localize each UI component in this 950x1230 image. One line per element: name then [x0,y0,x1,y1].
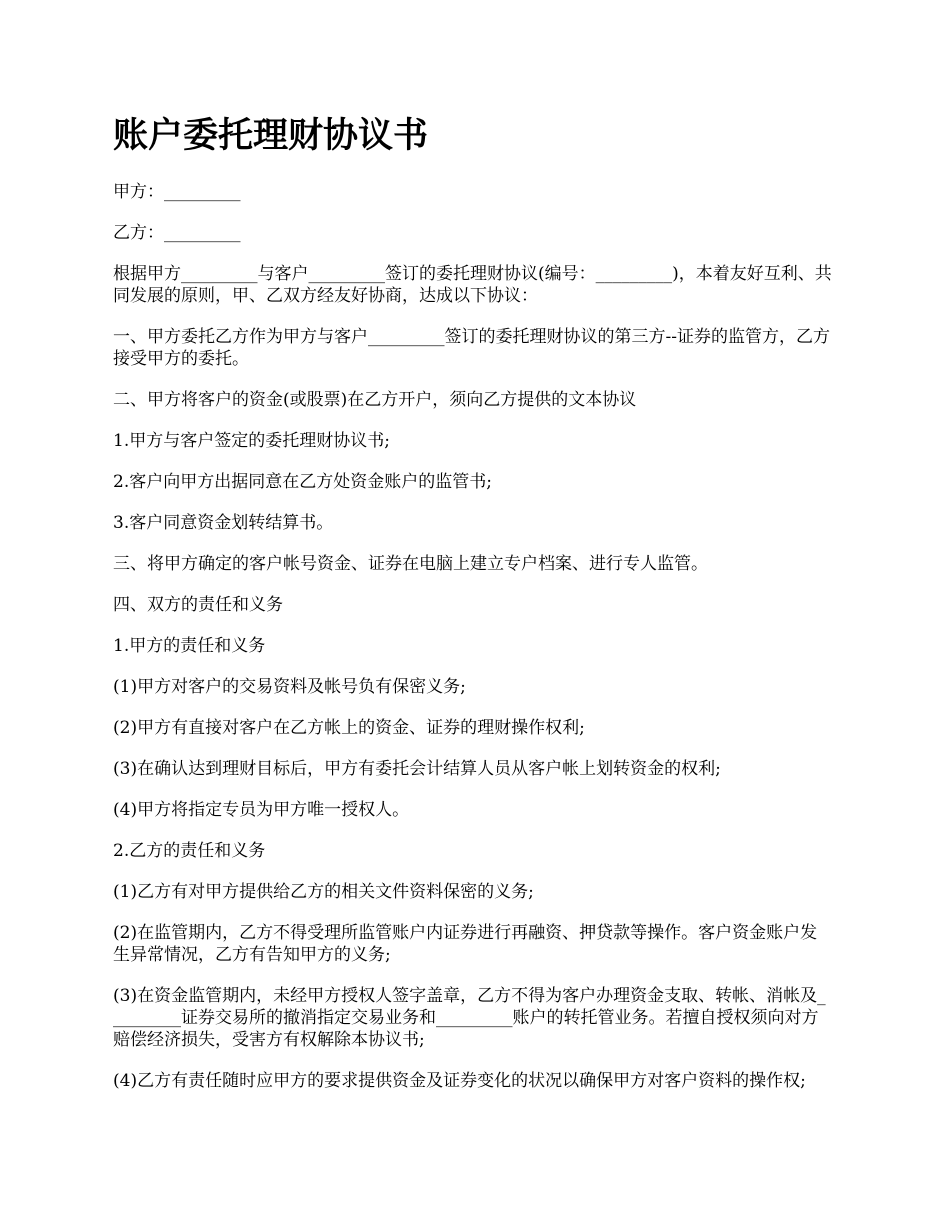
party-a-duty-4: (4)甲方将指定专员为甲方唯一授权人。 [113,800,410,820]
clause-1: 一、甲方委托乙方作为甲方与客户_________签订的委托理财协议的第三方--证券的监管方，乙方接受甲方的委托。 [113,327,830,369]
clause-3: 三、将甲方确定的客户帐号资金、证券在电脑上建立专户档案、进行专人监管。 [113,554,708,574]
clause-2-item-2: 2.客户向甲方出据同意在乙方处资金账户的监管书; [113,472,492,492]
clause-2: 二、甲方将客户的资金(或股票)在乙方开户，须向乙方提供的文本协议 [113,390,637,410]
party-b-line: 乙方：_________ [113,223,241,243]
party-b-duty-4: (4)乙方有责任随时应甲方的要求提供资金及证券变化的状况以确保甲方对客户资料的操作权; [113,1071,806,1091]
clause-4-heading: 四、双方的责任和义务 [113,595,283,615]
party-a-duties-heading: 1.甲方的责任和义务 [113,636,266,656]
document-body [113,181,833,1111]
party-b-duties-heading: 2.乙方的责任和义务 [113,841,266,861]
party-a-duty-1: (1)甲方对客户的交易资料及帐号负有保密义务; [113,677,466,697]
party-a-duty-3: (3)在确认达到理财目标后，甲方有委托会计结算人员从客户帐上划转资金的权利; [113,759,721,779]
clause-2-item-3: 3.客户同意资金划转结算书。 [113,513,334,533]
document-title: 账户委托理财协议书 [113,115,429,156]
preamble-paragraph: 根据甲方_________与客户_________签订的委托理财协议(编号：_________)，本着友好互利、共同发展的原则，甲、乙双方经友好协商，达成以下协议： [113,264,832,306]
party-b-duty-1: (1)乙方有对甲方提供给乙方的相关文件资料保密的义务; [113,882,534,902]
party-a-line: 甲方：_________ [113,182,241,202]
party-b-duty-2: (2)在监管期内，乙方不得受理所监管账户内证券进行再融资、押贷款等操作。客户资金账户发生异常情况，乙方有告知甲方的义务; [113,923,818,965]
party-b-duty-3: (3)在资金监管期内，未经甲方授权人签字盖章，乙方不得为客户办理资金支取、转帐、消帐及_________证券交易所的撤消指定交易业务和_________账户的转托管业务。若擅自授权须向对方赔偿经济损失，受害方有权解除本协议书; [113,986,826,1050]
party-a-duty-2: (2)甲方有直接对客户在乙方帐上的资金、证券的理财操作权利; [113,718,585,738]
clause-2-item-1: 1.甲方与客户签定的委托理财协议书; [113,431,390,451]
